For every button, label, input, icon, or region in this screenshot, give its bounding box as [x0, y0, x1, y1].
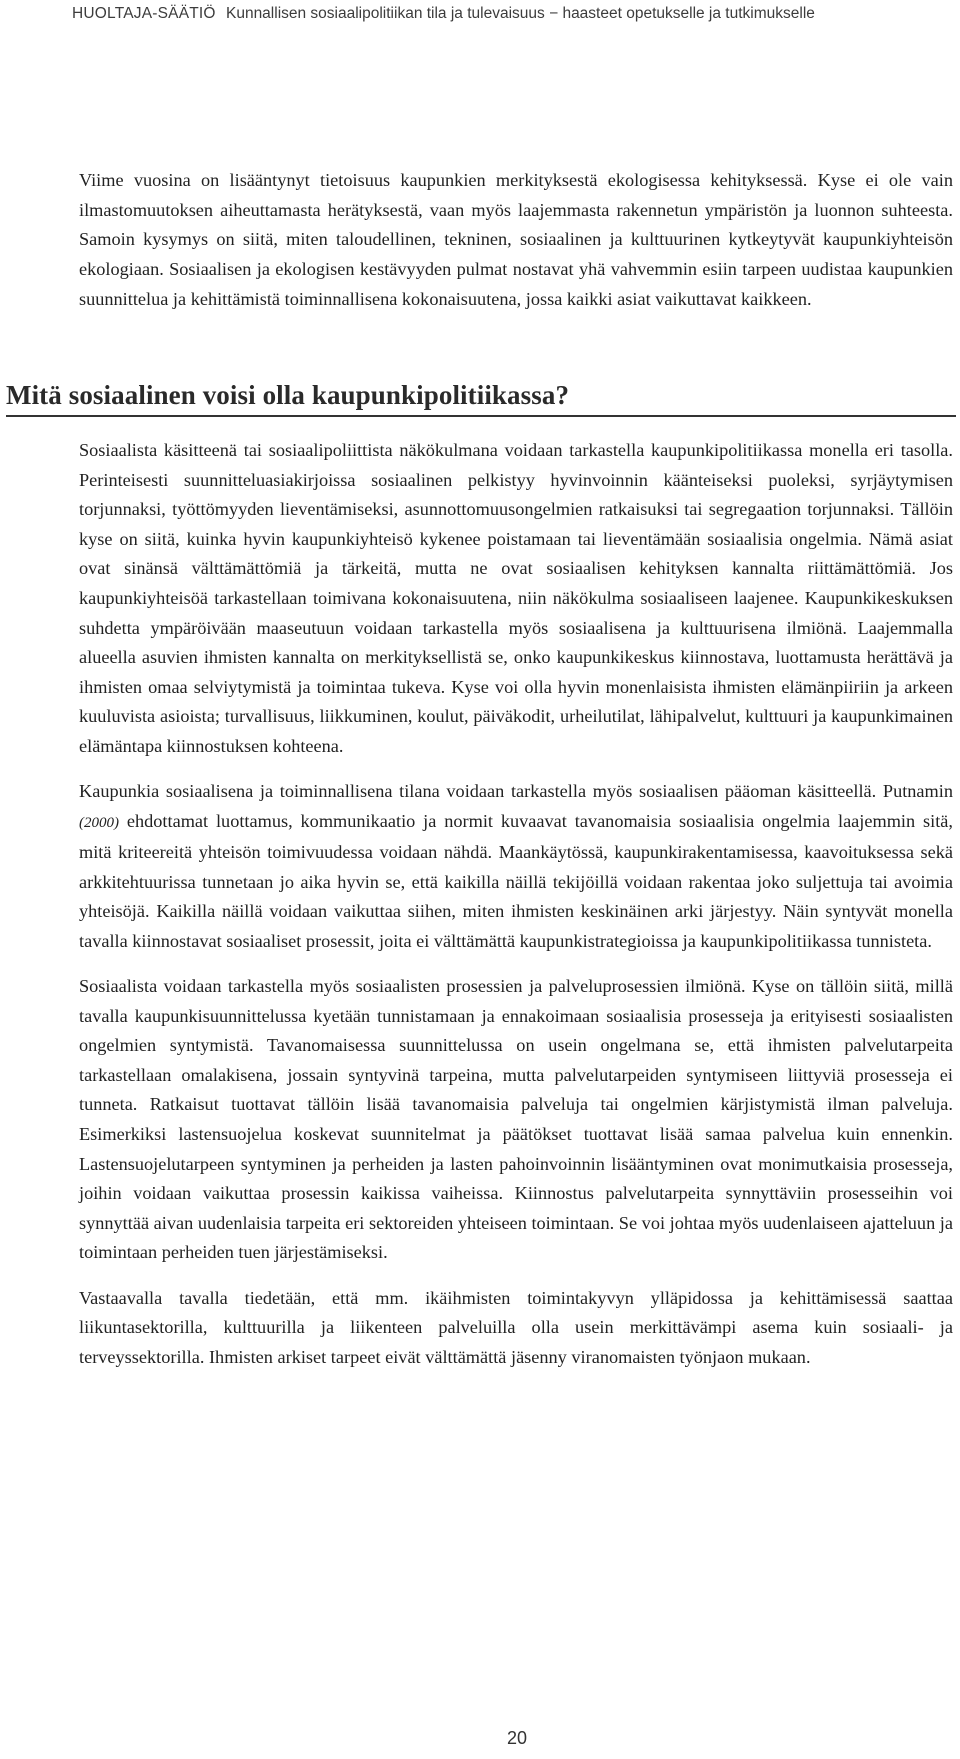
- section-heading-rule: [6, 415, 956, 417]
- body-paragraph-3: Sosiaalista voidaan tarkastella myös sosiaalisten prosessien ja palveluprosessien ilmiönä. Kyse on tällöin siitä, millä tavalla kaupunkisuunnittelussa kyetään tunnistamaan ja ennakoimaan sosiaalisia prosesseja ja erityisesti sosiaalisten ongelmien syntymistä. Tavanomaisessa suunnittelussa on usein ongelmana se, että ihmisten palvelutarpeita tarkastellaan omalakisena, jossain syntyvinä tarpeina, mutta palvelutarpeiden syntymiseen liittyviä prosesseja ei tunneta. Ratkaisut tuottavat tällöin lisää tavanomaisia palveluja tai ongelmien kärjistymistä ilman palveluja. Esimerkiksi lastensuojelua koskevat suunnitelmat ja päätökset tuottavat lisää samaa palvelua kuin ennenkin. Lastensuojelutarpeen syntyminen ja perheiden ja lasten pahoinvoinnin lisääntyminen ovat monimutkaisia prosesseja, joihin voidaan vaikuttaa prosessin kaikissa vaiheissa. Kiinnostus palvelutarpeita synnyttäviin prosesseihin voi synnyttää aivan uudenlaisia tarpeita eri sektoreiden yhteiseen toimintaan. Se voi johtaa myös uudenlaiseen ajatteluun ja toimintaan perheiden tuen järjestämiseksi.: [79, 976, 953, 1263]
- body-paragraph-2-end: ehdottamat luottamus, kommunikaatio ja normit kuvaavat tavanomaisia sosiaalisia ongelmia laajemmin sitä, mitä kriteereitä yhteisön toimivuudessa voidaan nähdä. Maankäytössä, kaupunkirakentamisessa, kaavoituksessa sekä arkkitehtuurissa tunnetaan jo aika hyvin se, että kaikilla näillä tekijöillä voidaan rakentaa joko suljettuja tai avoimia yhteisöjä. Kaikilla näillä voidaan vaikuttaa siihen, miten ihmisten keskinäinen arki järjestyy. Näin syntyvät monella tavalla kiinnostavat sosiaaliset prosessit, joita ei välttämättä kaupunkistrategioissa ja kaupunkipolitiikassa tunnisteta.: [79, 810, 953, 951]
- header-publication-title: Kunnallisen sosiaalipolitiikan tila ja tulevaisuus − haasteet opetukselle ja tutkimukselle: [225, 5, 815, 22]
- body-paragraph-4: Vastaavalla tavalla tiedetään, että mm. ikäihmisten toimintakyvyn ylläpidossa ja kehittämisessä saattaa liikuntasektorilla, kulttuurilla ja liikenteen palveluilla olla usein merkittävämpi asema kuin sosiaali- ja terveyssektorilla. Ihmisten arkiset tarpeet eivät välttämättä jäsenny viranomaisten työnjaon mukaan.: [79, 1287, 953, 1367]
- intro-section: [79, 166, 953, 315]
- body-paragraph-2: [79, 777, 953, 957]
- section-heading-block: [0, 377, 960, 417]
- header-organization: HUOLTAJA-SÄÄTIÖ: [72, 5, 216, 22]
- running-header: [72, 5, 815, 23]
- section-heading: Mitä sosiaalinen voisi olla kaupunkipolitiikassa?: [6, 380, 570, 410]
- body-paragraph-1: Sosiaalista käsitteenä tai sosiaalipoliittista näkökulmana voidaan tarkastella kaupunkipolitiikassa monella eri tasolla. Perinteisesti suunnitteluasiakirjoissa sosiaalinen pelkistyy hyvinvoinnin käänteiseksi puoleksi, syrjäytymisen torjunnaksi, työttömyyden lieventämiseksi, asunnottomuusongelmien ratkaisuksi tai segregaation torjunnaksi. Tällöin kyse on siitä, kuinka hyvin kaupunkiyhteisö kykenee poistamaan tai lieventämään sosiaalisia ongelmia. Nämä asiat ovat sinänsä välttämättömiä ja tärkeitä, mutta ne ovat sosiaalisen kehityksen kannalta riittämättömiä. Jos kaupunkiyhteisöä tarkastellaan toimivana kokonaisuutena, niin näkökulma sosiaaliseen laajenee. Kaupunkikeskuksen suhdetta ympäröivään maaseutuun voidaan tarkastella myös sosiaalisena ja kulttuurisena ilmiönä. Laajemmalla alueella asuvien ihmisten kannalta on merkityksellistä se, onko kaupunkikeskus kiinnostava, luottamusta herättävä ja ihmisten omaa selviytymistä ja toimintaa tukeva. Kyse voi olla hyvin monenlaisista ihmisten elämänpiiriin ja arkeen kuuluvista asioista; turvallisuus, liikkuminen, koulut, päiväkodit, urheilutilat, lähipalvelut, kulttuuri ja kaupunkimainen elämäntapa kiinnostuksen kohteena.: [79, 440, 953, 756]
- citation-year: (2000): [79, 814, 119, 831]
- page-number: 20: [506, 1728, 528, 1748]
- intro-paragraph: Viime vuosina on lisääntynyt tietoisuus kaupunkien merkityksestä ekologisessa kehityksessä. Kyse ei ole vain ilmastomuutoksen aiheuttamasta herätyksestä, vaan myös laajemmasta rakennetun ympäristön ja luonnon suhteesta. Samoin kysymys on siitä, miten taloudellinen, tekninen, sosiaalinen ja kulttuurinen kytkeytyvät kaupunkiyhteisön ekologiaan. Sosiaalisen ja ekologisen kestävyyden pulmat nostavat yhä vahvemmin esiin tarpeen uudistaa kaupunkien suunnittelua ja kehittämistä toiminnallisena kokonaisuutena, jossa kaikki asiat vaikuttavat kaikkeen.: [79, 170, 953, 309]
- section-body: [79, 436, 953, 1372]
- body-paragraph-2-start: Kaupunkia sosiaalisena ja toiminnallisena tilana voidaan tarkastella myös sosiaalisen pääoman käsitteellä. Putnamin: [79, 781, 953, 802]
